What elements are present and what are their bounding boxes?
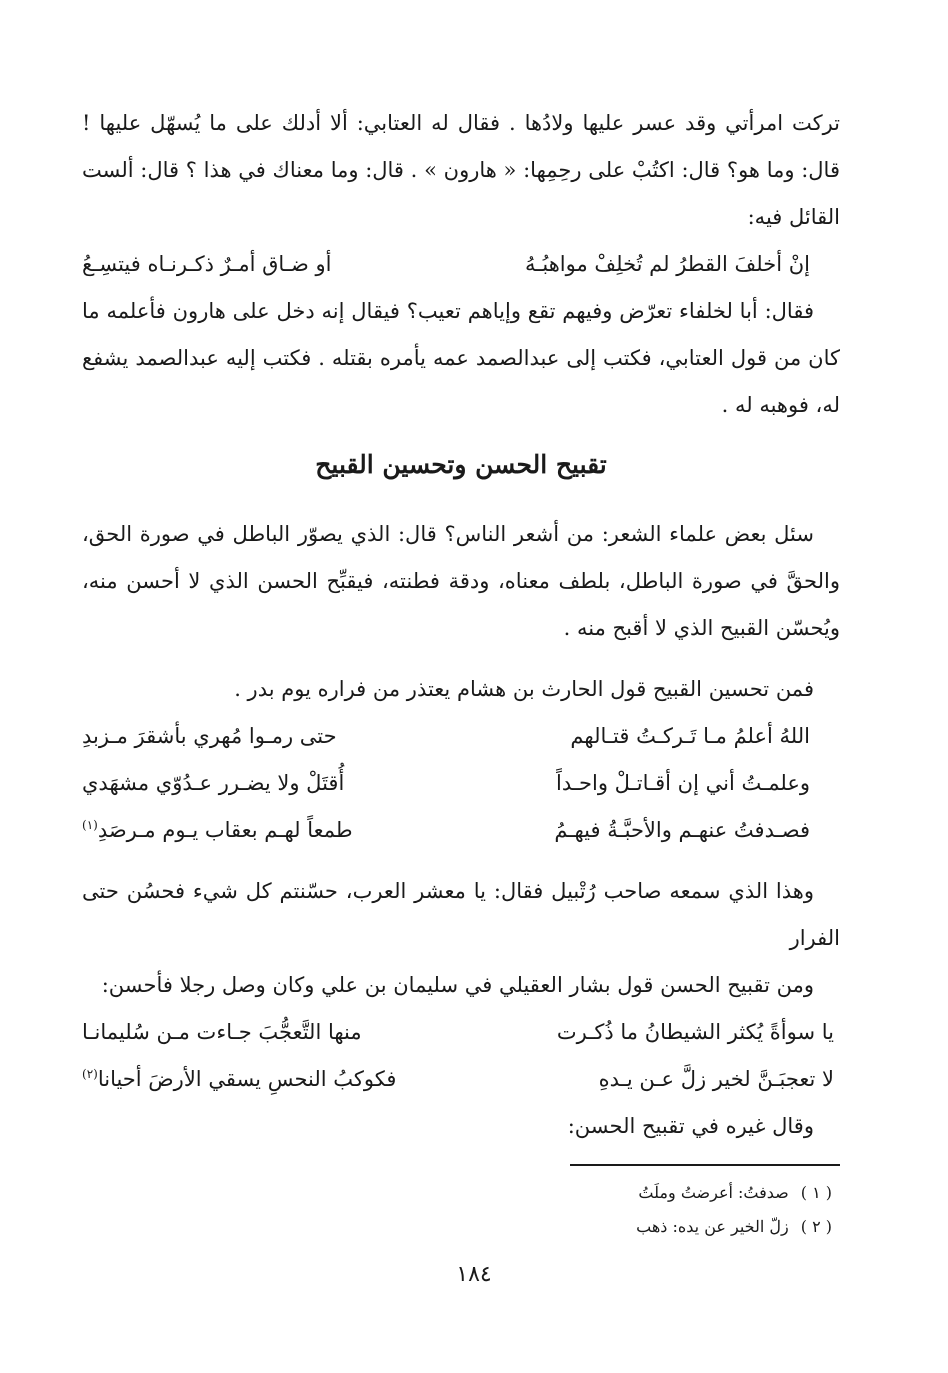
paragraph-closing: وقال غيره في تقبيح الحسن:	[567, 1114, 814, 1138]
footnote-text: صدفتُ: أعرضتُ وملَتُ	[638, 1183, 789, 1202]
verse-first-hemistich: وعلمـتُ أني إن أقـاتـلْ واحـداً	[556, 771, 810, 795]
verse-second-hemistich: حتى رمـوا مُهري بأشقرَ مـزبدِ	[82, 724, 337, 748]
footnote-item	[82, 1176, 840, 1210]
verse-first-hemistich: اللهُ أعلمُ مـا تَـركـتُ قتـالهم	[570, 724, 810, 748]
footnote-number: ( ١ )	[800, 1183, 832, 1202]
verse-second-hemistich: أو ضـاق أمـرٌ ذكـرنـاه فيتسِـعُ	[82, 252, 332, 276]
verse-second-hemistich	[82, 807, 439, 854]
verse-second-hemistich	[82, 1056, 450, 1103]
footnote-ref: (١)	[82, 818, 98, 832]
footnote-number: ( ٢ )	[800, 1217, 832, 1236]
section-title: تقبيح الحسن وتحسين القبيح	[315, 450, 607, 479]
verse-first-hemistich: إنْ أخلفَ القطرُ لم تُخلِفْ مواهبُـهُ	[524, 252, 810, 276]
footnote-text: زلّ الخير عن يده: ذهب	[636, 1217, 789, 1236]
verse-first-hemistich: يا سوأةً يُكثر الشيطانُ ما ذُكـرت	[556, 1020, 834, 1044]
paragraph-harith-intro: فمن تحسين القبيح قول الحارث بن هشام يعتذر من فراره يوم بدر .	[234, 677, 814, 701]
verse-line	[82, 807, 840, 854]
verse-first-hemistich: لا تعجبَـنَّ لخير زلَّ عـن يـدهِ	[598, 1067, 834, 1091]
verse-text: فكوكبُ النحسِ يسقي الأرضَ أحيانا	[97, 1067, 397, 1091]
footnote-item	[82, 1210, 840, 1244]
paragraph-bashar-intro: ومن تقبيح الحسن قول بشار العقيلي في سليمان بن علي وكان وصل رجلا فأحسن:	[101, 973, 814, 997]
paragraph-section-intro: سئل بعض علماء الشعر: من أشعر الناس؟ قال: الذي يصوّر الباطل في صورة الحق، والحقَّ في صورة الباطل، بلطف معناه، ودقة فطنته، فيقبِّح الحسن الذي لا أحسن منه، ويُحسّن القبيح الذي لا أقبح منه .	[82, 522, 840, 640]
paragraph-otabi-story: تركت امرأتي وقد عسر عليها ولادُها . فقال له العتابي: ألا أدلك على ما يُسهّل عليها ! قال: وما هو؟ قال: اكتُبْ على رحِمِها: « هارون » . قال: وما معناك في هذا ؟ قال: ألست القائل فيه:	[82, 111, 840, 229]
footnote-ref: (٢)	[82, 1067, 98, 1081]
paragraph-after-verse: فقال: أبا لخلفاء تعرّض وفيهم تقع وإياهم تعيب؟ فيقال إنه دخل على هارون فأعلمه ما كان من قول العتابي، فكتب إلى عبدالصمد عمه يأمره بقتله . فكتب إليه عبدالصمد يشفع له، فوهبه له .	[82, 299, 840, 417]
verse-first-hemistich: فصـدفتُ عنهـم والأحبَّـةُ فيهـمُ	[554, 818, 810, 842]
verse-text: طمعاً لهـم بعقاب يـوم مـرصَدِ	[97, 818, 353, 842]
verse-second-hemistich: أُقتَلْ ولا يضـرر عـدُوّي مشهَدي	[82, 771, 345, 795]
verse-line	[82, 760, 840, 807]
page-number: ١٨٤	[456, 1262, 492, 1287]
verse-line	[82, 713, 840, 760]
verse-second-hemistich: منها التَّعجُّبَ جـاءت مـن سُليمانـا	[82, 1020, 362, 1044]
verse-line	[82, 241, 840, 288]
footnote-divider	[570, 1164, 840, 1166]
paragraph-rutbil: وهذا الذي سمعه صاحب رُتْبيل فقال: يا معشر العرب، حسّنتم كل شيء فحسُن حتى الفرار	[82, 879, 840, 950]
verse-line	[82, 1056, 840, 1103]
verse-line	[82, 1009, 840, 1056]
